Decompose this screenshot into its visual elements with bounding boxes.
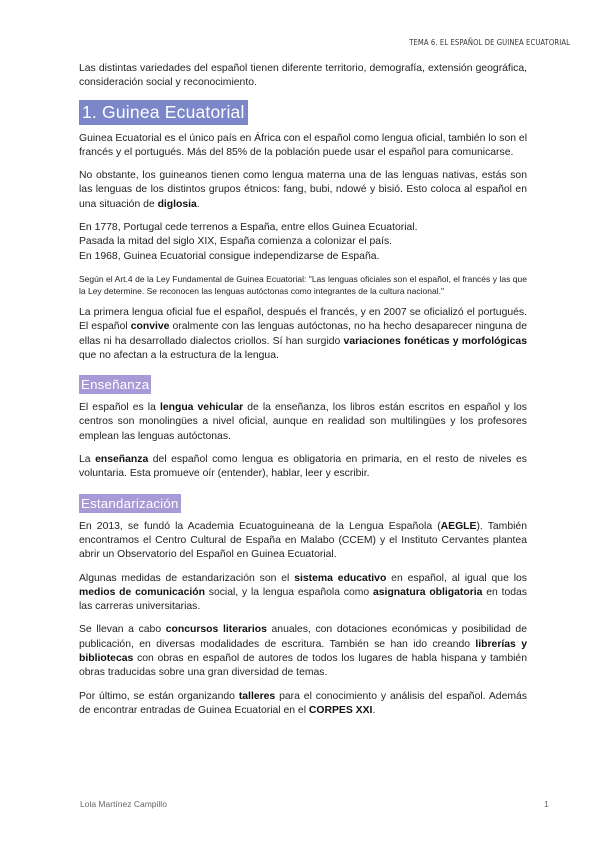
section-heading-wrapper <box>79 100 527 125</box>
subheading-wrapper <box>79 375 527 394</box>
bold-term: talleres <box>238 690 276 702</box>
bold-term: concursos literarios <box>165 624 267 636</box>
bold-term: AEGLE <box>440 520 477 532</box>
text-run: No obstante, los guineanos tienen como lengua materna una de las lenguas nativas, estás son las lenguas de los distintos grupos étnicos: fang, bubi, ndowé y bisió. Esto coloca al español en una situación de <box>79 170 527 210</box>
text-run: La primera lengua oficial fue el español, después el francés, y en 2007 se oficializó el portugués. El español <box>79 306 527 333</box>
text-run: del español como lengua es obligatoria en primaria, en el resto de niveles es voluntaria. Esta promueve oír (entender), hablar, leer y escribir. <box>79 454 527 480</box>
bold-term: medios de comunicación <box>79 586 205 598</box>
section-heading-guinea: 1. Guinea Ecuatorial <box>79 100 248 125</box>
bold-term: variaciones fonéticas y morfológicas <box>343 335 527 347</box>
subheading-wrapper <box>79 494 527 513</box>
paragraph-medidas <box>79 572 527 615</box>
bold-term: asignatura obligatoria <box>373 586 483 598</box>
history-line: Pasada la mitad del siglo XIX, España comienza a colonizar el país. <box>79 236 393 248</box>
text-run: anuales, con dotaciones económicas y posibilidad de publicación, en diversas modalidades de escritura. También se han ido creando <box>79 624 527 650</box>
text-run: Algunas medidas de estandarización son el <box>79 572 295 584</box>
page-number: 1 <box>544 799 549 809</box>
subheading-estandarizacion: Estandarización <box>81 495 179 511</box>
paragraph-diglosia <box>79 169 527 212</box>
text-run: . <box>372 704 376 716</box>
text-run: ). También encontramos el Centro Cultural de España en Malabo (CCEM) y el Instituto Cervantes plantea abrir un Observatorio del Español en Guinea Ecuatorial. <box>79 520 527 561</box>
bold-term: convive <box>130 321 170 333</box>
text-run: oralmente con las lenguas autóctonas, no ha hecho desaparecer ninguna de ellas ni ha desarrollado dialectos criollos. Sí han surgido <box>79 321 527 347</box>
paragraph-obligatoria <box>79 453 527 482</box>
text-run: Se llevan a cabo <box>79 624 166 636</box>
law-quote: Según el Art.4 de la Ley Fundamental de Guinea Ecuatorial: "Las lenguas oficiales son el español, el francés y las que la Ley determine. Se reconocen las lenguas autóctonas como integrantes de la cultura nacional." <box>79 273 527 296</box>
history-line: En 1968, Guinea Ecuatorial consigue independizarse de España. <box>79 250 380 262</box>
paragraph-talleres <box>79 690 527 719</box>
text-run: El español es la <box>79 402 160 414</box>
history-line: En 1778, Portugal cede terrenos a España, entre ellos Guinea Ecuatorial. <box>79 222 418 234</box>
bold-term: librerías y bibliotecas <box>79 638 527 665</box>
text-run: en todas las carreras universitarias. <box>79 586 528 613</box>
bold-term: CORPES XXI <box>308 704 373 716</box>
paragraph-vehicular <box>79 401 527 444</box>
text-run: . <box>196 198 200 210</box>
page-content <box>79 62 527 718</box>
intro-paragraph: Las distintas variedades del español tienen diferente territorio, demografía, extensión geográfica, consideración social y reconocimiento. <box>79 63 527 89</box>
footer-author: Lola Martínez Campillo <box>80 799 167 809</box>
text-run: La <box>79 454 96 466</box>
bold-term: lengua vehicular <box>159 402 244 414</box>
text-run: que no afectan a la estructura de la lengua. <box>79 349 279 361</box>
text-run: En 2013, se fundó la Academia Ecuatoguineana de la Lengua Española ( <box>79 520 441 532</box>
paragraph-aegle <box>79 520 527 563</box>
subheading-ensenanza: Enseñanza <box>81 377 150 393</box>
text-run: social, y la lengua española como <box>204 586 373 598</box>
bold-term: sistema educativo <box>294 572 387 584</box>
bold-term: diglosia <box>157 198 197 210</box>
running-header: TEMA 6. EL ESPAÑOL DE GUINEA ECUATORIAL <box>409 38 570 47</box>
paragraph-concursos <box>79 623 527 680</box>
bold-term: enseñanza <box>95 454 149 466</box>
paragraph-coexistence <box>79 306 527 363</box>
text-run: en español, al igual que los <box>386 572 528 584</box>
text-run: de la enseñanza, los libros están escritos en español y los centros son monolingües a nivel oficial, aunque en realidad son multilingües y los profesores emplean las lenguas autóctonas. <box>79 402 528 442</box>
text-run: con obras en español de autores de todos los lugares de habla hispana y también obras traducidas sobre una gran diversidad de temas. <box>79 653 527 679</box>
paragraph-official-language: Guinea Ecuatorial es el único país en África con el español como lengua oficial, también lo son el francés y el portugués. Más del 85% de la población puede usar el español para comunicarse. <box>79 132 527 158</box>
text-run: Por último, se están organizando <box>79 690 239 702</box>
text-run: para el conocimiento y análisis del español. Además de encontrar entradas de Guinea Ecuatorial en el <box>79 690 527 716</box>
